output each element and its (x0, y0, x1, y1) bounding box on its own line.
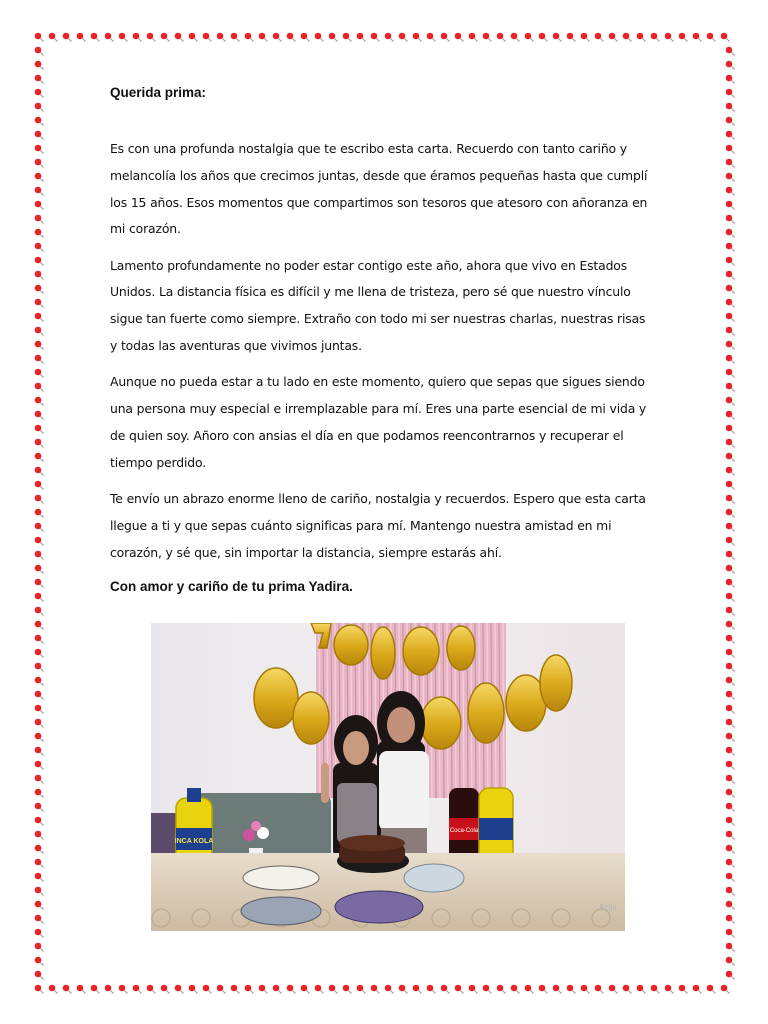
border-dot (35, 901, 44, 910)
border-dot (511, 33, 520, 42)
letter-paragraph-1: Es con una profunda nostalgia que te escribo esta carta. Recuerdo con tanto cariño y melancolía los años que crecimos juntas, desde que éramos pequeñas hasta que cumplí los 15 años. Esos momentos que compartimos son tesoros que atesoro con añoranza en mi corazón. (110, 141, 648, 237)
border-dot (726, 537, 735, 546)
border-dot (35, 355, 44, 364)
border-dot (665, 985, 674, 994)
border-dot (726, 579, 735, 588)
border-dot (726, 859, 735, 868)
border-dot (726, 243, 735, 252)
border-dot (469, 985, 478, 994)
border-dot (35, 439, 44, 448)
border-dot (343, 33, 352, 42)
border-dot (371, 33, 380, 42)
border-dot (245, 33, 254, 42)
border-dot (726, 61, 735, 70)
border-dot (441, 985, 450, 994)
letter-greeting: Querida prima: (110, 85, 207, 100)
border-dot (35, 915, 44, 924)
border-dot (35, 481, 44, 490)
border-dot (35, 845, 44, 854)
border-dot (726, 817, 735, 826)
border-dot (455, 985, 464, 994)
border-dot (49, 985, 58, 994)
border-dot (35, 299, 44, 308)
border-dot (497, 33, 506, 42)
border-dot (35, 635, 44, 644)
border-dot (726, 89, 735, 98)
border-dot (413, 985, 422, 994)
border-dot (726, 523, 735, 532)
border-dot (35, 565, 44, 574)
border-dot (35, 691, 44, 700)
border-dot (147, 33, 156, 42)
border-dot (301, 33, 310, 42)
border-dot (726, 873, 735, 882)
border-dot (726, 453, 735, 462)
border-dot (35, 397, 44, 406)
border-dot (287, 985, 296, 994)
border-dot (721, 33, 730, 42)
border-dot (35, 593, 44, 602)
border-dot (553, 985, 562, 994)
border-dot (726, 411, 735, 420)
border-dot (35, 271, 44, 280)
border-dot (726, 733, 735, 742)
border-dot (35, 145, 44, 154)
border-dot (189, 33, 198, 42)
border-dot (35, 495, 44, 504)
border-dot (726, 313, 735, 322)
border-dot (497, 985, 506, 994)
border-dot (35, 103, 44, 112)
border-dot (35, 425, 44, 434)
border-dot (609, 985, 618, 994)
inca-kola-label: INCA KOLA (174, 838, 214, 845)
border-dot (525, 33, 534, 42)
border-dot (726, 789, 735, 798)
border-dot (567, 985, 576, 994)
border-dot (726, 663, 735, 672)
border-dot (726, 47, 735, 56)
border-dot (693, 985, 702, 994)
border-dot (726, 929, 735, 938)
border-dot (35, 229, 44, 238)
border-dot (726, 397, 735, 406)
border-dot (441, 33, 450, 42)
border-dot (651, 985, 660, 994)
border-dot (679, 985, 688, 994)
border-dot (203, 33, 212, 42)
border-dot (553, 33, 562, 42)
border-dot (726, 705, 735, 714)
border-dot (203, 985, 212, 994)
border-dot (726, 761, 735, 770)
border-dot (35, 75, 44, 84)
border-dot (726, 509, 735, 518)
border-dot (726, 131, 735, 140)
border-dot (35, 47, 44, 56)
border-dot (35, 453, 44, 462)
border-dot (651, 33, 660, 42)
border-dot (637, 33, 646, 42)
border-dot (35, 523, 44, 532)
border-dot (35, 159, 44, 168)
border-dot (726, 341, 735, 350)
border-dot (35, 663, 44, 672)
border-dot (726, 593, 735, 602)
border-dot (581, 33, 590, 42)
border-dot (119, 985, 128, 994)
border-dot (119, 33, 128, 42)
border-dot (726, 565, 735, 574)
border-dot (35, 761, 44, 770)
border-dot (357, 985, 366, 994)
border-dot (726, 257, 735, 266)
border-dot (539, 985, 548, 994)
border-dot (726, 887, 735, 896)
border-dot (35, 341, 44, 350)
border-dot (525, 985, 534, 994)
border-dot (35, 285, 44, 294)
border-dot (133, 33, 142, 42)
border-dot (147, 985, 156, 994)
border-dot (726, 481, 735, 490)
border-dot (35, 173, 44, 182)
border-dot (77, 33, 86, 42)
border-dot (726, 691, 735, 700)
border-dot (35, 677, 44, 686)
border-dot (399, 33, 408, 42)
border-dot (329, 985, 338, 994)
border-dot (217, 985, 226, 994)
border-dot (469, 33, 478, 42)
border-dot (726, 271, 735, 280)
border-dot (133, 985, 142, 994)
border-dot (483, 985, 492, 994)
border-dot (726, 187, 735, 196)
border-dot (679, 33, 688, 42)
border-dot (483, 33, 492, 42)
border-dot (539, 33, 548, 42)
border-dot (665, 33, 674, 42)
border-dot (161, 33, 170, 42)
border-dot (357, 33, 366, 42)
letter-paragraph-3: Aunque no pueda estar a tu lado en este momento, quiero que sepas que sigues siendo una persona muy especial e irremplazable para mí. Eres una parte esencial de mi vida y de quien soy. Añoro con ansias el día en que podamos reencontrarnos y recuperar el tiempo perdido. (110, 374, 647, 470)
border-dot (595, 985, 604, 994)
border-dot (35, 607, 44, 616)
border-dot (413, 33, 422, 42)
border-dot (726, 425, 735, 434)
border-dot (726, 635, 735, 644)
border-dot (175, 985, 184, 994)
border-dot (35, 89, 44, 98)
border-dot (35, 369, 44, 378)
border-dot (315, 985, 324, 994)
border-dot (567, 33, 576, 42)
border-dot (693, 33, 702, 42)
border-dot (35, 985, 44, 994)
border-dot (623, 33, 632, 42)
border-dot (315, 33, 324, 42)
border-dot (91, 985, 100, 994)
border-dot (273, 33, 282, 42)
border-dot (726, 915, 735, 924)
border-dot (35, 831, 44, 840)
border-dot (726, 551, 735, 560)
border-dot (301, 985, 310, 994)
border-dot (35, 789, 44, 798)
watermark-text: Activ (599, 903, 617, 912)
border-dot (35, 201, 44, 210)
border-dot (726, 495, 735, 504)
border-dot (35, 957, 44, 966)
border-dot (35, 943, 44, 952)
border-dot (35, 509, 44, 518)
border-dot (726, 747, 735, 756)
border-dot (726, 75, 735, 84)
border-dot (726, 439, 735, 448)
border-dot (259, 985, 268, 994)
border-dot (35, 327, 44, 336)
border-dot (511, 985, 520, 994)
border-dot (245, 985, 254, 994)
border-dot (105, 985, 114, 994)
border-dot (161, 985, 170, 994)
border-dot (726, 201, 735, 210)
border-dot (581, 985, 590, 994)
border-dot (726, 957, 735, 966)
border-dot (726, 285, 735, 294)
border-dot (35, 747, 44, 756)
border-dot (609, 33, 618, 42)
border-dot (427, 33, 436, 42)
border-dot (343, 985, 352, 994)
border-dot (35, 313, 44, 322)
border-dot (726, 327, 735, 336)
border-dot (726, 369, 735, 378)
border-dot (35, 537, 44, 546)
border-dot (726, 173, 735, 182)
border-dot (35, 243, 44, 252)
border-dot (595, 33, 604, 42)
border-dot (726, 831, 735, 840)
birthday-photo (151, 623, 625, 931)
border-dot (35, 621, 44, 630)
border-dot (105, 33, 114, 42)
border-dot (726, 649, 735, 658)
border-dot (707, 985, 716, 994)
border-dot (455, 33, 464, 42)
border-dot (35, 817, 44, 826)
border-dot (35, 887, 44, 896)
border-dot (35, 873, 44, 882)
border-dot (726, 117, 735, 126)
border-dot (63, 33, 72, 42)
border-dot (371, 985, 380, 994)
border-dot (726, 215, 735, 224)
border-dot (726, 299, 735, 308)
border-dot (35, 467, 44, 476)
border-dot (35, 971, 44, 980)
border-dot (63, 985, 72, 994)
border-dot (49, 33, 58, 42)
border-dot (329, 33, 338, 42)
border-dot (77, 985, 86, 994)
border-dot (231, 985, 240, 994)
border-dot (726, 383, 735, 392)
border-dot (287, 33, 296, 42)
border-dot (726, 159, 735, 168)
border-dot (35, 579, 44, 588)
border-dot (726, 103, 735, 112)
coca-cola-label: Coca-Cola (449, 828, 479, 834)
border-dot (707, 33, 716, 42)
border-dot (637, 985, 646, 994)
border-dot (35, 131, 44, 140)
border-dot (726, 621, 735, 630)
border-dot (35, 733, 44, 742)
border-dot (35, 775, 44, 784)
border-dot (726, 145, 735, 154)
border-dot (427, 985, 436, 994)
letter-paragraph-4: Te envío un abrazo enorme lleno de cariño, nostalgia y recuerdos. Espero que esta carta llegue a ti y que sepas cuánto significas para mí. Mantengo nuestra amistad en mi corazón, y sé que, sin importar la distancia, siempre estarás ahí. (110, 491, 646, 560)
border-dot (35, 551, 44, 560)
border-dot (385, 985, 394, 994)
border-dot (623, 985, 632, 994)
letter-signature: Con amor y cariño de tu prima Yadira. (110, 579, 353, 594)
border-dot (35, 215, 44, 224)
border-dot (726, 803, 735, 812)
border-dot (35, 187, 44, 196)
letter-paragraph-2: Lamento profundamente no poder estar contigo este año, ahora que vivo en Estados Unidos. La distancia física es difícil y me llena de tristeza, pero sé que nuestro vínculo sigue tan fuerte como siempre. Extraño con todo mi ser nuestras charlas, nuestras risas y todas las aventuras que vivimos juntas. (110, 257, 646, 354)
border-dot (726, 845, 735, 854)
border-dot (35, 803, 44, 812)
border-dot (726, 971, 735, 980)
border-dot (35, 383, 44, 392)
border-dot (91, 33, 100, 42)
border-dot (259, 33, 268, 42)
border-dot (726, 901, 735, 910)
border-dot (35, 33, 44, 42)
border-dot (726, 607, 735, 616)
border-dot (726, 229, 735, 238)
border-dot (726, 943, 735, 952)
border-dot (726, 355, 735, 364)
border-dot (35, 859, 44, 868)
border-dot (175, 33, 184, 42)
border-dot (273, 985, 282, 994)
border-dot (35, 705, 44, 714)
border-dot (385, 33, 394, 42)
border-dot (35, 257, 44, 266)
border-dot (189, 985, 198, 994)
border-dot (35, 61, 44, 70)
border-dot (217, 33, 226, 42)
border-dot (35, 929, 44, 938)
letter-body (110, 136, 650, 576)
border-dot (35, 117, 44, 126)
border-dot (231, 33, 240, 42)
border-dot (726, 677, 735, 686)
border-dot (35, 411, 44, 420)
border-dot (721, 985, 730, 994)
border-dot (399, 985, 408, 994)
border-dot (726, 467, 735, 476)
border-dot (726, 719, 735, 728)
border-dot (35, 649, 44, 658)
border-dot (35, 719, 44, 728)
border-dot (726, 775, 735, 784)
